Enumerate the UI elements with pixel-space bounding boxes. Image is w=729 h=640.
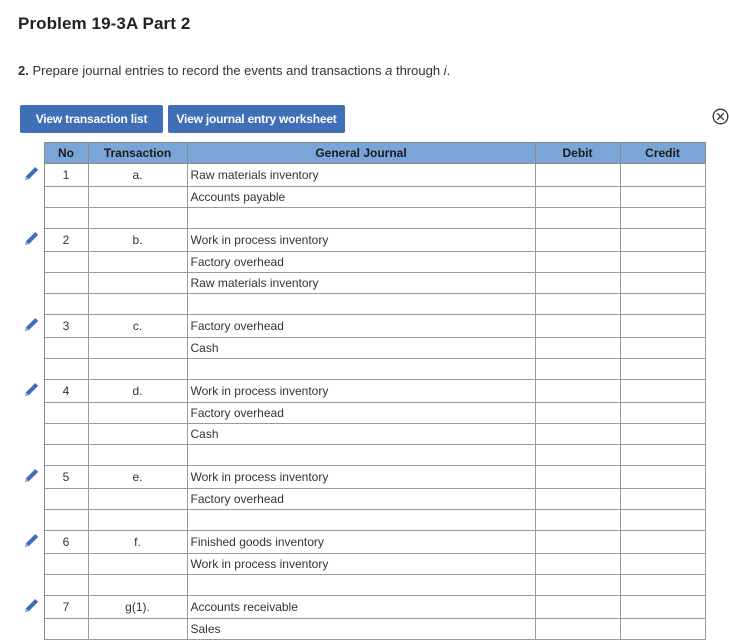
pencil-icon[interactable] — [21, 164, 43, 184]
table-row — [20, 252, 705, 273]
credit-cell[interactable] — [620, 164, 705, 187]
column-header-credit: Credit — [620, 143, 705, 164]
instruction-part-1: Prepare journal entries to record the events and transactions — [28, 63, 386, 78]
table-row — [20, 294, 705, 315]
table-row — [20, 466, 705, 489]
entry-number-cell — [44, 489, 88, 510]
transaction-cell — [88, 554, 187, 575]
credit-cell[interactable] — [620, 596, 705, 619]
transaction-cell: f. — [88, 531, 187, 554]
debit-cell[interactable] — [535, 531, 620, 554]
entry-number-cell — [44, 575, 88, 596]
debit-cell[interactable] — [535, 294, 620, 315]
table-row — [20, 403, 705, 424]
debit-cell[interactable] — [535, 510, 620, 531]
entry-number-cell: 2 — [44, 229, 88, 252]
debit-cell[interactable] — [535, 229, 620, 252]
view-transaction-list-button[interactable]: View transaction list — [20, 105, 163, 133]
table-row — [20, 187, 705, 208]
credit-cell[interactable] — [620, 359, 705, 380]
account-cell[interactable] — [187, 208, 535, 229]
edit-spacer-cell — [20, 187, 44, 208]
account-cell[interactable]: Cash — [187, 424, 535, 445]
edit-entry-cell — [20, 229, 44, 252]
edit-spacer-cell — [20, 208, 44, 229]
transaction-cell — [88, 187, 187, 208]
account-cell[interactable]: Sales — [187, 619, 535, 640]
account-cell[interactable]: Factory overhead — [187, 489, 535, 510]
entry-number-cell — [44, 403, 88, 424]
table-row — [20, 359, 705, 380]
debit-cell[interactable] — [535, 596, 620, 619]
table-row — [20, 229, 705, 252]
edit-entry-cell — [20, 596, 44, 619]
table-row — [20, 208, 705, 229]
transaction-cell — [88, 619, 187, 640]
entry-number-cell: 3 — [44, 315, 88, 338]
transaction-cell — [88, 510, 187, 531]
account-cell[interactable]: Work in process inventory — [187, 554, 535, 575]
debit-cell[interactable] — [535, 424, 620, 445]
edit-entry-cell — [20, 466, 44, 489]
table-header-row — [20, 143, 705, 164]
entry-number-cell: 7 — [44, 596, 88, 619]
credit-cell[interactable] — [620, 294, 705, 315]
credit-cell[interactable] — [620, 575, 705, 596]
debit-cell[interactable] — [535, 489, 620, 510]
account-cell[interactable] — [187, 294, 535, 315]
credit-cell[interactable] — [620, 619, 705, 640]
transaction-cell — [88, 575, 187, 596]
credit-cell[interactable] — [620, 229, 705, 252]
edit-spacer-cell — [20, 619, 44, 640]
transaction-cell: c. — [88, 315, 187, 338]
debit-cell[interactable] — [535, 338, 620, 359]
credit-cell[interactable] — [620, 273, 705, 294]
pencil-icon[interactable] — [21, 315, 43, 335]
account-cell[interactable] — [187, 510, 535, 531]
debit-cell[interactable] — [535, 445, 620, 466]
debit-cell[interactable] — [535, 208, 620, 229]
transaction-cell — [88, 489, 187, 510]
edit-column-header — [20, 143, 44, 164]
table-row — [20, 531, 705, 554]
page-title: Problem 19-3A Part 2 — [18, 14, 191, 33]
credit-cell[interactable] — [620, 338, 705, 359]
entry-number-cell — [44, 208, 88, 229]
edit-spacer-cell — [20, 294, 44, 315]
transaction-cell: d. — [88, 380, 187, 403]
edit-entry-cell — [20, 315, 44, 338]
account-cell[interactable]: Work in process inventory — [187, 229, 535, 252]
edit-spacer-cell — [20, 403, 44, 424]
transaction-cell — [88, 445, 187, 466]
table-row — [20, 489, 705, 510]
entry-number-cell — [44, 359, 88, 380]
credit-cell[interactable] — [620, 252, 705, 273]
transaction-cell — [88, 273, 187, 294]
entry-number-cell — [44, 273, 88, 294]
instruction-part-2: through — [392, 63, 444, 78]
entry-number-cell: 4 — [44, 380, 88, 403]
pencil-icon[interactable] — [21, 229, 43, 249]
entry-number-cell — [44, 445, 88, 466]
account-cell[interactable] — [187, 445, 535, 466]
column-header-no: No — [44, 143, 88, 164]
entry-number-cell: 6 — [44, 531, 88, 554]
credit-cell[interactable] — [620, 208, 705, 229]
account-cell[interactable]: Raw materials inventory — [187, 273, 535, 294]
transaction-cell — [88, 208, 187, 229]
edit-entry-cell — [20, 380, 44, 403]
instruction-letter-i: i — [443, 63, 447, 78]
instruction-letter-a: a — [385, 63, 393, 78]
transaction-cell: e. — [88, 466, 187, 489]
pencil-icon[interactable] — [21, 596, 43, 616]
transaction-cell — [88, 294, 187, 315]
entry-number-cell — [44, 554, 88, 575]
pencil-icon[interactable] — [21, 466, 43, 486]
transaction-cell — [88, 359, 187, 380]
edit-spacer-cell — [20, 445, 44, 466]
table-row — [20, 338, 705, 359]
debit-cell[interactable] — [535, 619, 620, 640]
edit-spacer-cell — [20, 273, 44, 294]
account-cell[interactable]: Cash — [187, 338, 535, 359]
transaction-cell — [88, 424, 187, 445]
instruction-text — [18, 63, 450, 78]
debit-cell[interactable] — [535, 575, 620, 596]
table-row — [20, 554, 705, 575]
account-cell[interactable]: Work in process inventory — [187, 466, 535, 489]
table-row — [20, 164, 705, 187]
account-cell[interactable]: Accounts payable — [187, 187, 535, 208]
account-cell[interactable] — [187, 575, 535, 596]
edit-entry-cell — [20, 531, 44, 554]
edit-spacer-cell — [20, 424, 44, 445]
debit-cell[interactable] — [535, 164, 620, 187]
pencil-icon[interactable] — [21, 531, 43, 551]
account-cell[interactable]: Accounts receivable — [187, 596, 535, 619]
entry-number-cell — [44, 252, 88, 273]
account-cell[interactable]: Raw materials inventory — [187, 164, 535, 187]
account-cell[interactable] — [187, 359, 535, 380]
table-row — [20, 596, 705, 619]
edit-spacer-cell — [20, 359, 44, 380]
credit-cell[interactable] — [620, 554, 705, 575]
transaction-cell — [88, 252, 187, 273]
edit-spacer-cell — [20, 252, 44, 273]
entry-number-cell — [44, 619, 88, 640]
entry-number-cell — [44, 187, 88, 208]
table-row — [20, 315, 705, 338]
entry-number-cell — [44, 294, 88, 315]
table-row — [20, 575, 705, 596]
entry-number-cell — [44, 338, 88, 359]
table-row — [20, 445, 705, 466]
credit-cell[interactable] — [620, 187, 705, 208]
transaction-cell: g(1). — [88, 596, 187, 619]
table-row — [20, 619, 705, 640]
transaction-cell: b. — [88, 229, 187, 252]
edit-spacer-cell — [20, 489, 44, 510]
journal-table — [20, 142, 706, 640]
transaction-cell — [88, 338, 187, 359]
column-header-general-journal: General Journal — [187, 143, 535, 164]
edit-spacer-cell — [20, 554, 44, 575]
transaction-cell: a. — [88, 164, 187, 187]
debit-cell[interactable] — [535, 403, 620, 424]
account-cell[interactable]: Factory overhead — [187, 403, 535, 424]
pencil-icon[interactable] — [21, 380, 43, 400]
entry-number-cell — [44, 510, 88, 531]
credit-cell[interactable] — [620, 403, 705, 424]
credit-cell[interactable] — [620, 489, 705, 510]
credit-cell[interactable] — [620, 531, 705, 554]
edit-entry-cell — [20, 164, 44, 187]
account-cell[interactable]: Work in process inventory — [187, 380, 535, 403]
table-row — [20, 424, 705, 445]
column-header-transaction: Transaction — [88, 143, 187, 164]
debit-cell[interactable] — [535, 554, 620, 575]
edit-spacer-cell — [20, 338, 44, 359]
entry-number-cell — [44, 424, 88, 445]
debit-cell[interactable] — [535, 466, 620, 489]
table-row — [20, 510, 705, 531]
transaction-cell — [88, 403, 187, 424]
account-cell[interactable]: Factory overhead — [187, 315, 535, 338]
debit-cell[interactable] — [535, 359, 620, 380]
table-row — [20, 273, 705, 294]
credit-cell[interactable] — [620, 380, 705, 403]
account-cell[interactable]: Factory overhead — [187, 252, 535, 273]
view-journal-entry-worksheet-button[interactable]: View journal entry worksheet — [168, 105, 345, 133]
debit-cell[interactable] — [535, 315, 620, 338]
debit-cell[interactable] — [535, 273, 620, 294]
column-header-debit: Debit — [535, 143, 620, 164]
debit-cell[interactable] — [535, 252, 620, 273]
credit-cell[interactable] — [620, 510, 705, 531]
entry-number-cell: 1 — [44, 164, 88, 187]
credit-cell[interactable] — [620, 445, 705, 466]
instruction-end: . — [446, 63, 451, 78]
instruction-number: 2. — [18, 63, 29, 78]
credit-cell[interactable] — [620, 424, 705, 445]
credit-cell[interactable] — [620, 315, 705, 338]
table-row — [20, 380, 705, 403]
debit-cell[interactable] — [535, 380, 620, 403]
edit-spacer-cell — [20, 510, 44, 531]
close-icon[interactable] — [712, 108, 729, 125]
debit-cell[interactable] — [535, 187, 620, 208]
entry-number-cell: 5 — [44, 466, 88, 489]
account-cell[interactable]: Finished goods inventory — [187, 531, 535, 554]
credit-cell[interactable] — [620, 466, 705, 489]
edit-spacer-cell — [20, 575, 44, 596]
